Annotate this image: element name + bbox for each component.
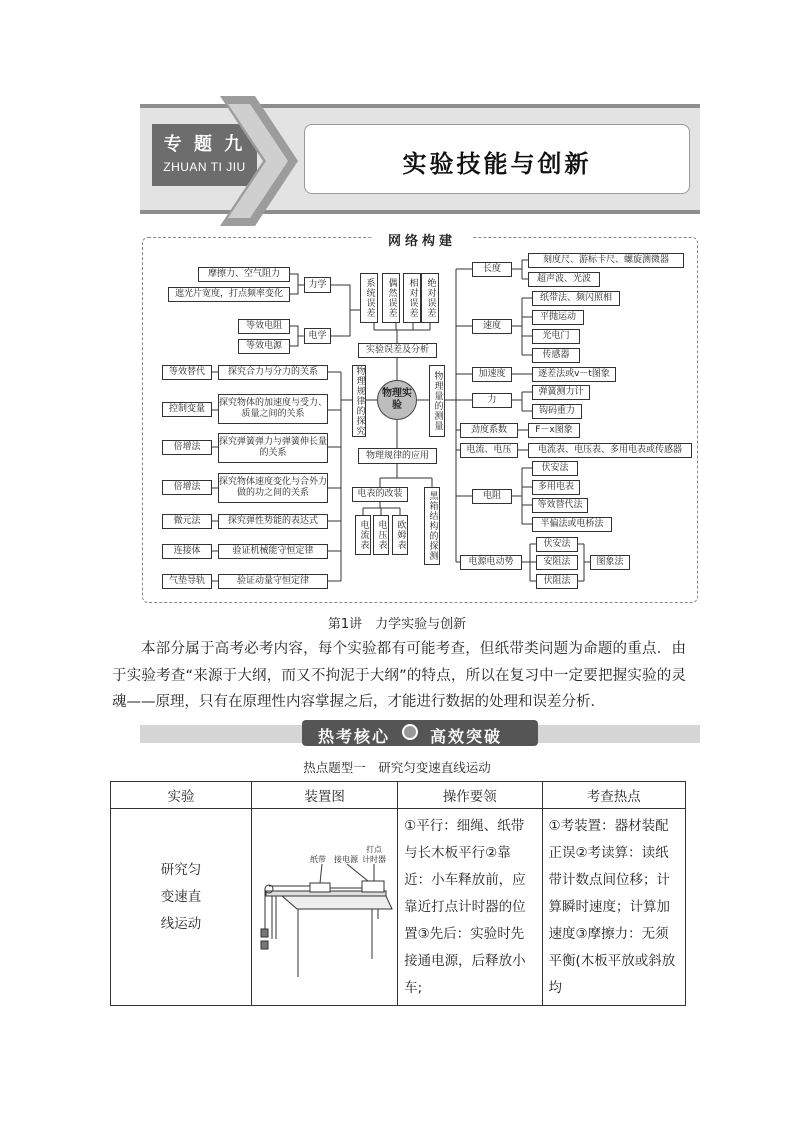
experiment-line: 变速直 bbox=[160, 889, 202, 905]
mechanics-node: 力学 bbox=[304, 277, 331, 293]
method-label: 气垫导轨 bbox=[162, 574, 212, 589]
method-desc: 探究合力与分力的关系 bbox=[218, 365, 328, 380]
table-header-row bbox=[111, 782, 686, 809]
quantity-node: 速度 bbox=[472, 319, 512, 334]
concept-map-title: 网络构建 bbox=[372, 230, 472, 249]
method-desc: 探究弹性势能的表达式 bbox=[218, 514, 328, 529]
quantity-item: 伏安法 bbox=[536, 537, 578, 552]
method-desc: 探究物体的加速度与受力、质量之间的关系 bbox=[218, 394, 328, 424]
electric-error-item: 等效电阻 bbox=[238, 319, 290, 334]
meter-item: 欧姆表 bbox=[392, 515, 408, 555]
quantity-node: 电流、电压 bbox=[460, 443, 518, 458]
method-desc: 验证机械能守恒定律 bbox=[218, 544, 328, 559]
quantity-measure-node: 物理量的测量 bbox=[429, 365, 445, 437]
quantity-node: 劲度系数 bbox=[460, 423, 518, 438]
banner-right: 高效突破 bbox=[430, 727, 503, 746]
method-desc: 探究弹簧弹力与弹簧伸长量的关系 bbox=[218, 433, 328, 463]
quantity-item: 平抛运动 bbox=[532, 310, 584, 325]
method-desc: 探究物体速度变化与合外力做的功之间的关系 bbox=[218, 473, 328, 503]
quantity-item: 纸带法、频闪照相 bbox=[532, 291, 620, 306]
hotspots-cell bbox=[542, 809, 685, 1006]
quantity-item: 伏安法 bbox=[532, 461, 578, 476]
quantity-item: 光电门 bbox=[532, 329, 580, 344]
hotspots-text: ①考装置：器材装配正误②考读算：读纸带计数点间位移；计算瞬时速度；计算加速度③摩擦力：无须平衡(木板平放或斜放均 bbox=[548, 818, 676, 996]
page-title: 实验技能与创新 bbox=[402, 150, 592, 178]
table-header: 装置图 bbox=[252, 782, 398, 809]
law-apply-node: 物理规律的应用 bbox=[358, 448, 437, 464]
quantity-item: 逐差法或v－t图象 bbox=[532, 367, 616, 382]
quantity-item: 多用电表 bbox=[532, 480, 580, 495]
experiment-line: 线运动 bbox=[160, 916, 202, 932]
error-type: 系统误差 bbox=[360, 273, 378, 323]
device-label-timer: 计时器 bbox=[362, 855, 387, 864]
banner-left: 热考核心 bbox=[318, 727, 391, 746]
quantity-item: 半偏法或电桥法 bbox=[532, 517, 612, 532]
center-node: 物理实验 bbox=[377, 380, 417, 420]
quantity-node: 加速度 bbox=[472, 367, 512, 382]
quantity-node: 力 bbox=[472, 393, 512, 408]
quantity-item: 安阻法 bbox=[536, 555, 578, 570]
electric-error-item: 等效电源 bbox=[238, 339, 290, 354]
electrics-node: 电学 bbox=[304, 328, 331, 344]
circle-badge-icon bbox=[402, 724, 418, 740]
table-row bbox=[111, 809, 686, 1006]
lecture-title: 第1讲 力学实验与创新 bbox=[327, 617, 467, 632]
mechanics-error-item: 遮光片宽度，打点频率变化 bbox=[168, 287, 290, 302]
table-header: 考查热点 bbox=[542, 782, 685, 809]
quantity-item: 图象法 bbox=[590, 555, 630, 570]
error-type: 绝对误差 bbox=[421, 273, 439, 323]
operations-text: ①平行：细绳、纸带与长木板平行②靠近：小车释放前，应靠近打点计时器的位置③先后：实验时先接通电源，后释放小车; bbox=[404, 818, 526, 996]
table-header: 实验 bbox=[111, 782, 252, 809]
law-explore-node: 物理规律的探究 bbox=[352, 365, 366, 437]
quantity-item: 等效替代法 bbox=[532, 498, 588, 513]
apparatus-diagram bbox=[252, 809, 397, 1001]
device-label-tape: 纸带 bbox=[310, 855, 327, 864]
experiment-cell bbox=[111, 809, 252, 1006]
method-label: 控制变量 bbox=[162, 402, 212, 417]
quantity-item: 弹簧测力计 bbox=[532, 385, 590, 400]
intro-paragraph: 本部分属于高考必考内容，每个实验都有可能考查，但纸带类问题为命题的重点．由于实验考查“来源于大纲，而又不拘泥于大纲”的特点，所以在复习中一定要把握实验的灵魂——原理，只有在原理性内容掌握之后，才能进行数据的处理和误差分析． bbox=[112, 641, 686, 710]
quantity-node: 电源电动势 bbox=[460, 555, 522, 570]
operations-cell bbox=[398, 809, 542, 1006]
method-label: 连接体 bbox=[162, 544, 212, 559]
experiment-table bbox=[110, 781, 686, 1006]
method-label: 微元法 bbox=[162, 514, 212, 529]
meter-mod-node: 电表的改装 bbox=[352, 487, 408, 502]
quantity-item: 电流表、电压表、多用电表或传感器 bbox=[528, 443, 692, 458]
quantity-item: F－x图象 bbox=[528, 423, 580, 438]
error-analysis-node: 实验误差及分析 bbox=[358, 343, 437, 358]
quantity-item: 超声波、光波 bbox=[528, 272, 600, 287]
topic-title: 热点题型一 研究匀变速直线运动 bbox=[303, 760, 491, 775]
quantity-item: 刻度尺、游标卡尺、螺旋测微器 bbox=[528, 253, 684, 268]
table-header: 操作要领 bbox=[398, 782, 542, 809]
meter-item: 电压表 bbox=[373, 515, 389, 555]
experiment-line: 研究匀 bbox=[160, 862, 202, 878]
quantity-item: 钩码重力 bbox=[532, 404, 582, 419]
device-label-timer: 打点 bbox=[366, 845, 383, 854]
quantity-node: 长度 bbox=[472, 262, 512, 277]
quantity-node: 电阻 bbox=[472, 489, 512, 504]
section-banner bbox=[302, 720, 538, 746]
device-cell bbox=[252, 809, 398, 1006]
error-type: 偶然误差 bbox=[382, 273, 400, 323]
quantity-item: 传感器 bbox=[532, 348, 580, 363]
error-type: 相对误差 bbox=[403, 273, 421, 323]
device-label-power: 接电源 bbox=[334, 855, 359, 864]
chapter-tag-pinyin: ZHUAN TI JIU bbox=[163, 160, 246, 174]
method-label: 倍增法 bbox=[162, 440, 212, 455]
quantity-item: 伏阻法 bbox=[536, 574, 578, 589]
method-label: 倍增法 bbox=[162, 480, 212, 495]
method-desc: 验证动量守恒定律 bbox=[218, 574, 328, 589]
meter-item: 电流表 bbox=[355, 515, 371, 555]
method-label: 等效替代 bbox=[162, 365, 212, 380]
chapter-tag-cn: 专 题 九 bbox=[163, 134, 246, 155]
black-box-node: 黑箱结构的探测 bbox=[424, 487, 440, 565]
mechanics-error-item: 摩擦力、空气阻力 bbox=[198, 267, 290, 282]
